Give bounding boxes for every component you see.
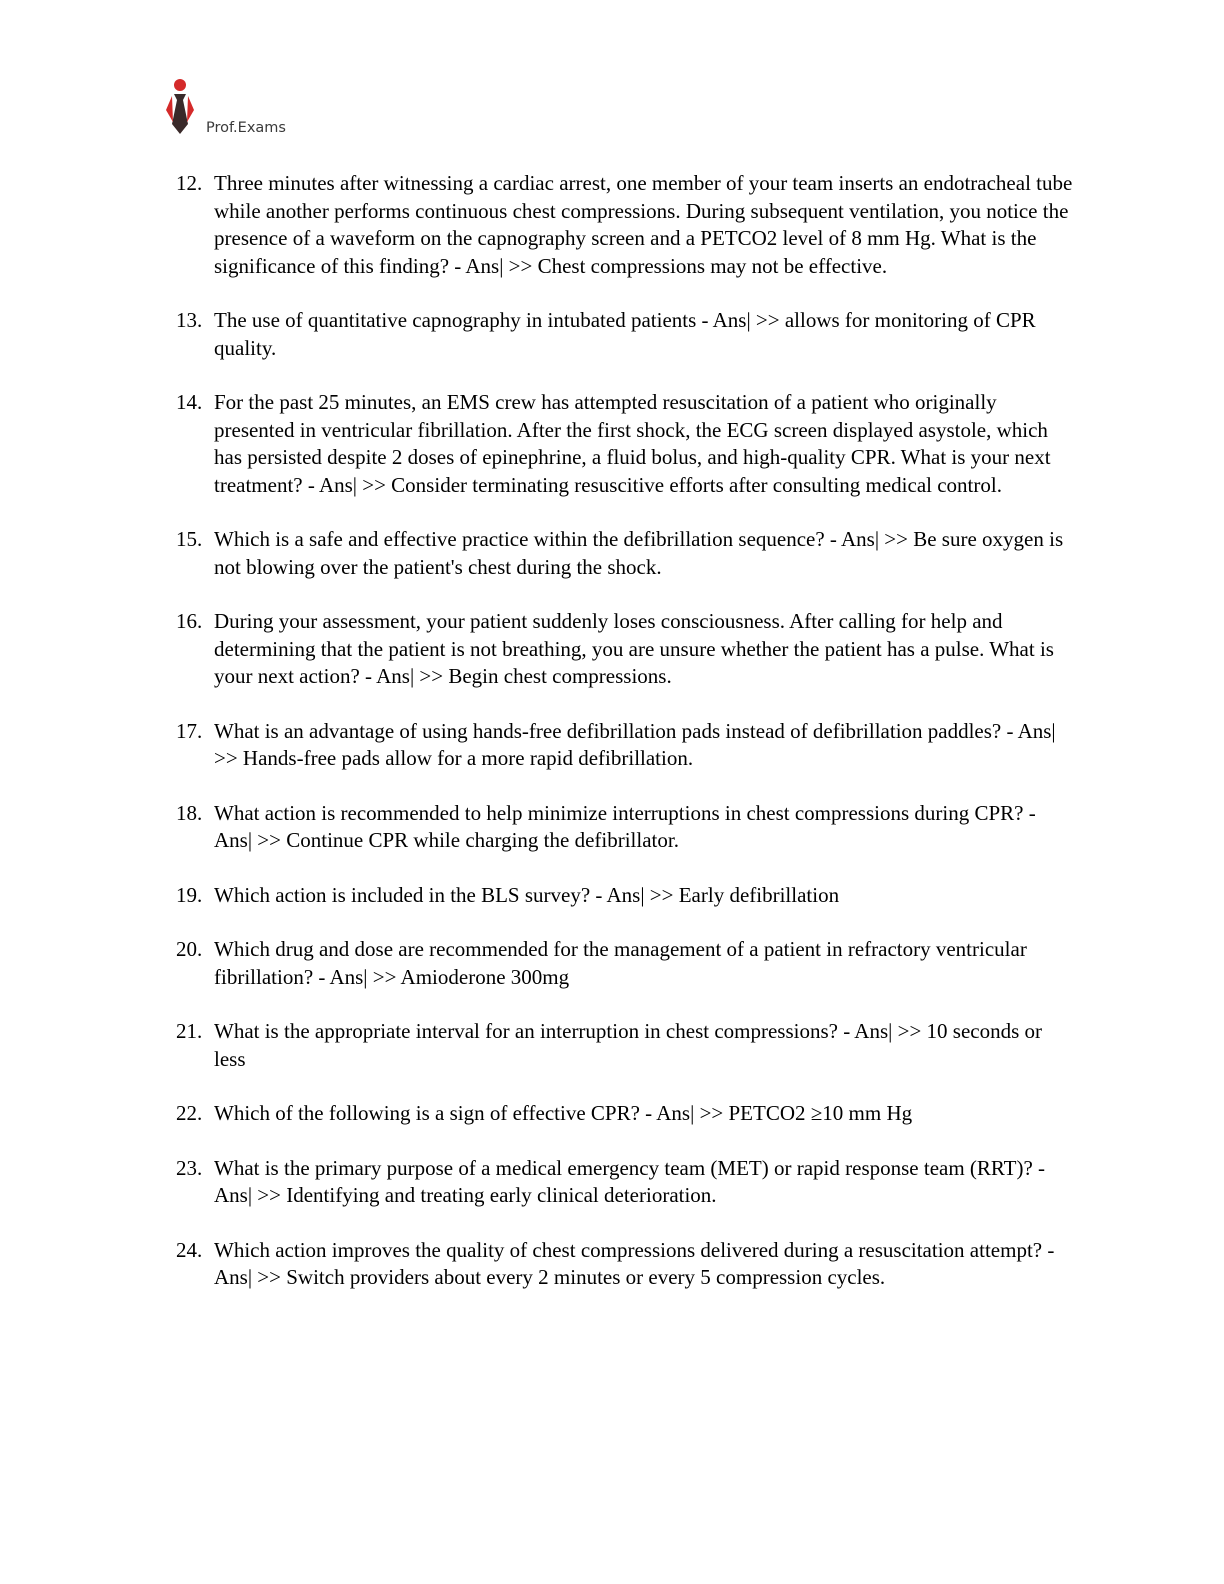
tie-person-icon — [156, 76, 196, 136]
question-text: Which of the following is a sign of effective CPR? - Ans| >> PETCO2 ≥10 mm Hg — [214, 1101, 913, 1125]
question-item — [0, 526, 1224, 581]
question-item — [0, 800, 1224, 855]
question-item — [0, 882, 1224, 910]
question-item — [0, 389, 1224, 499]
question-text: Which drug and dose are recommended for the management of a patient in refractory ventricular fibrillation? - Ans| >> Amioderone 300mg — [214, 937, 1027, 989]
question-item — [0, 307, 1224, 362]
question-item — [0, 1155, 1224, 1210]
question-text: Which action improves the quality of chest compressions delivered during a resuscitation attempt? - Ans| >> Switch providers about every 2 minutes or every 5 compression cycles. — [214, 1237, 1055, 1289]
question-number: 21. — [176, 1019, 203, 1043]
question-number: 20. — [176, 937, 203, 961]
question-number: 22. — [176, 1101, 203, 1125]
question-text: What is an advantage of using hands-free defibrillation pads instead of defibrillation paddles? - Ans| >> Hands-free pads allow for a more rapid defibrillation. — [214, 718, 1056, 770]
question-list — [0, 170, 1224, 1292]
question-number: 13. — [176, 308, 203, 332]
question-text: During your assessment, your patient suddenly loses consciousness. After calling for help and determining that the patient is not breathing, you are unsure whether the patient has a pulse. What is your next action? - Ans| >> Begin chest compressions. — [214, 609, 1054, 688]
question-text: For the past 25 minutes, an EMS crew has attempted resuscitation of a patient who originally presented in ventricular fibrillation. After the first shock, the ECG screen displayed asystole, which has persisted despite 2 doses of epinephrine, a fluid bolus, and high-quality CPR. What is your next treatment? - Ans| >> Consider terminating resuscitive efforts after consulting medical control. — [214, 390, 1051, 497]
question-number: 17. — [176, 718, 203, 743]
question-item — [0, 1237, 1224, 1292]
question-text: What is the appropriate interval for an interruption in chest compressions? - Ans| >> 10 seconds or less — [214, 1019, 1043, 1071]
question-number: 14. — [176, 390, 203, 414]
question-text: What is the primary purpose of a medical emergency team (MET) or rapid response team (RRT)? - Ans| >> Identifying and treating early clinical deterioration. — [214, 1155, 1046, 1207]
question-item — [0, 718, 1224, 773]
question-item — [0, 170, 1224, 280]
header-logo — [150, 70, 310, 145]
question-number: 18. — [176, 800, 203, 825]
question-number: 23. — [176, 1155, 203, 1180]
question-item — [0, 1100, 1224, 1128]
question-number: 16. — [176, 609, 203, 633]
question-text: What action is recommended to help minimize interruptions in chest compressions during CPR? - Ans| >> Continue CPR while charging the defibrillator. — [214, 800, 1036, 852]
question-item — [0, 608, 1224, 691]
question-text: Which is a safe and effective practice within the defibrillation sequence? - Ans| >> Be sure oxygen is not blowing over the patient's chest during the shock. — [214, 527, 1064, 579]
question-item — [0, 1018, 1224, 1073]
question-number: 24. — [176, 1237, 203, 1262]
question-number: 12. — [176, 171, 203, 195]
question-number: 15. — [176, 527, 203, 551]
question-text: Which action is included in the BLS survey? - Ans| >> Early defibrillation — [214, 882, 840, 907]
logo-text: Prof.Exams — [206, 120, 286, 136]
question-text: Three minutes after witnessing a cardiac arrest, one member of your team inserts an endotracheal tube while another performs continuous chest compressions. During subsequent ventilation, you notice the presence of a waveform on the capnography screen and a PETCO2 level of 8 mm Hg. What is the significance of this finding? - Ans| >> Chest compressions may not be effective. — [214, 171, 1073, 278]
question-number: 19. — [176, 882, 203, 907]
question-text: The use of quantitative capnography in intubated patients - Ans| >> allows for monitoring of CPR quality. — [214, 308, 1036, 360]
question-item — [0, 936, 1224, 991]
